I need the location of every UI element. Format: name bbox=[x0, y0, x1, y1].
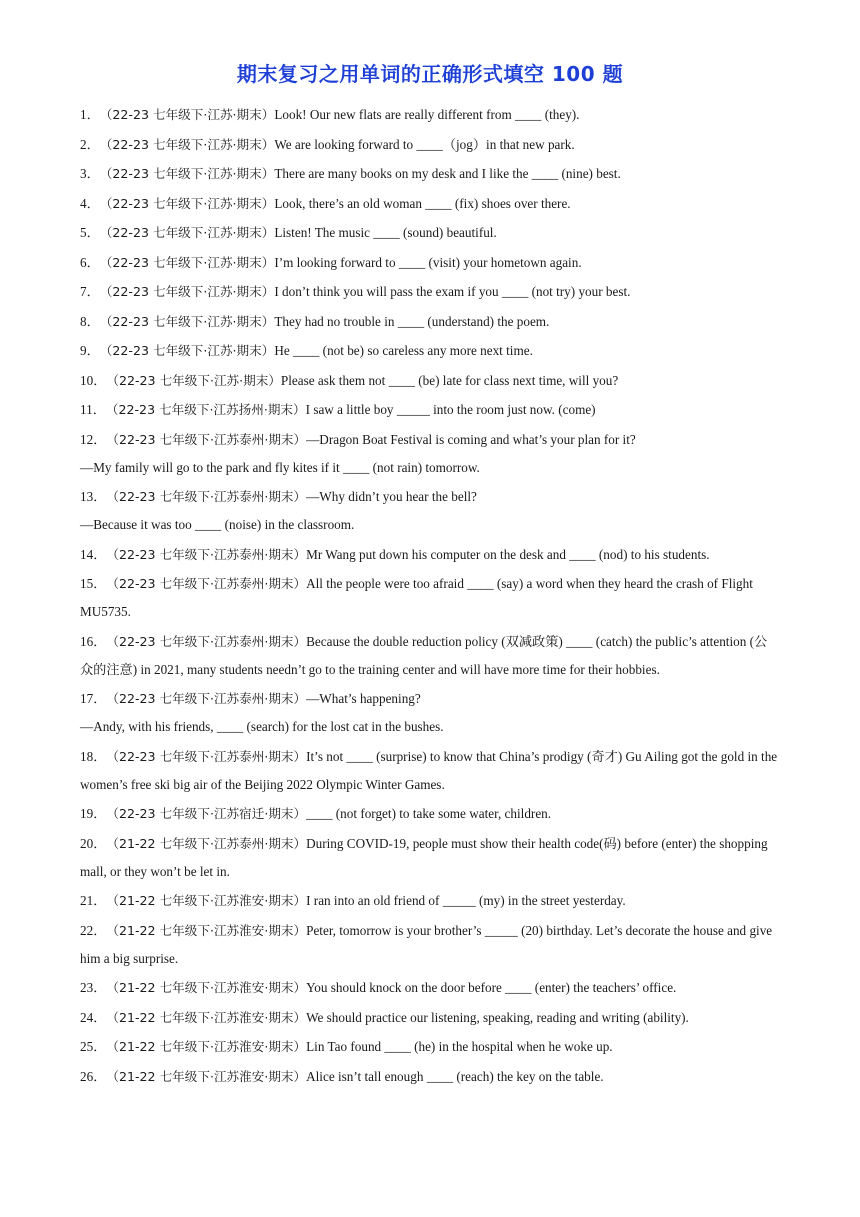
question-item bbox=[80, 249, 780, 277]
question-source: （22-23 七年级下·江苏泰州·期末） bbox=[106, 633, 307, 649]
question-item bbox=[80, 426, 780, 482]
question-number: 18． bbox=[80, 748, 107, 764]
question-text: They had no trouble in ____ (understand) the poem. bbox=[274, 313, 550, 329]
question-source: （22-23 七年级下·江苏泰州·期末） bbox=[106, 546, 307, 562]
question-text: I saw a little boy _____ into the room just now. (come) bbox=[305, 402, 596, 417]
question-text: Look! Our new flats are really different from ____ (they). bbox=[274, 107, 580, 122]
question-number: 3． bbox=[80, 166, 100, 181]
question-number: 16． bbox=[80, 633, 107, 649]
question-item bbox=[80, 396, 780, 424]
question-list bbox=[80, 101, 780, 1092]
question-number: 20． bbox=[80, 835, 107, 851]
question-number: 2． bbox=[80, 136, 100, 152]
question-item bbox=[80, 1004, 780, 1032]
question-source: （22-23 七年级下·江苏泰州·期末） bbox=[106, 576, 307, 591]
question-text: Please ask them not ____ (be) late for class next time, will you? bbox=[280, 372, 619, 388]
question-item bbox=[80, 337, 780, 365]
question-number: 19． bbox=[80, 806, 107, 821]
question-text: I’m looking forward to ____ (visit) your hometown again. bbox=[274, 254, 582, 270]
question-item bbox=[80, 308, 780, 336]
question-source: （22-23 七年级下·江苏·期末） bbox=[99, 284, 275, 299]
question-number: 15． bbox=[80, 576, 107, 591]
question-item bbox=[80, 541, 780, 569]
question-item bbox=[80, 278, 780, 306]
question-source: （21-22 七年级下·江苏淮安·期末） bbox=[106, 1039, 307, 1054]
question-reply: —My family will go to the park and fly kites if it ____ (not rain) tomorrow. bbox=[80, 459, 480, 475]
question-item bbox=[80, 101, 780, 129]
question-source: （21-22 七年级下·江苏淮安·期末） bbox=[106, 1009, 307, 1025]
question-text: Because the double reduction policy (双减政策) ____ (catch) the public’s attention (公众的注意) in 2021, many students needn’t go to the training center and will have more time for their hobbies. bbox=[80, 633, 768, 677]
question-item bbox=[80, 1033, 780, 1061]
question-number: 21． bbox=[80, 893, 107, 908]
question-text: Lin Tao found ____ (he) in the hospital when he woke up. bbox=[306, 1039, 613, 1054]
question-text: It’s not ____ (surprise) to know that China’s prodigy (奇才) Gu Ailing got the gold in the women’s free ski big air of the Beijing 2022 Olympic Winter Games. bbox=[80, 748, 778, 792]
question-source: （22-23 七年级下·江苏·期末） bbox=[99, 254, 275, 270]
question-source: （22-23 七年级下·江苏泰州·期末） bbox=[106, 489, 307, 504]
question-source: （21-22 七年级下·江苏淮安·期末） bbox=[106, 893, 307, 908]
question-source: （22-23 七年级下·江苏·期末） bbox=[99, 343, 275, 358]
question-number: 26． bbox=[80, 1068, 107, 1084]
question-item bbox=[80, 830, 780, 886]
question-number: 12． bbox=[80, 431, 107, 447]
question-number: 5． bbox=[80, 225, 100, 240]
question-item bbox=[80, 628, 780, 684]
question-number: 13． bbox=[80, 489, 107, 504]
question-source: （22-23 七年级下·江苏·期末） bbox=[99, 166, 275, 181]
question-item bbox=[80, 160, 780, 188]
question-item bbox=[80, 887, 780, 915]
question-number: 11． bbox=[80, 402, 106, 417]
question-text: There are many books on my desk and I like the ____ (nine) best. bbox=[274, 166, 621, 181]
question-source: （22-23 七年级下·江苏泰州·期末） bbox=[106, 431, 307, 447]
question-text: —Dragon Boat Festival is coming and what’s your plan for it? bbox=[306, 431, 636, 447]
question-item bbox=[80, 570, 780, 626]
question-number: 4． bbox=[80, 195, 100, 211]
question-item bbox=[80, 190, 780, 218]
question-number: 17． bbox=[80, 691, 107, 706]
question-source: （22-23 七年级下·江苏·期末） bbox=[99, 195, 275, 211]
question-number: 22． bbox=[80, 922, 107, 938]
question-text: —What’s happening? bbox=[306, 691, 421, 706]
question-source: （22-23 七年级下·江苏·期末） bbox=[106, 372, 281, 388]
question-source: （22-23 七年级下·江苏·期末） bbox=[99, 225, 275, 240]
question-number: 6． bbox=[80, 254, 100, 270]
question-text: Listen! The music ____ (sound) beautiful. bbox=[274, 225, 497, 240]
question-text: Look, there’s an old woman ____ (fix) shoes over there. bbox=[274, 195, 571, 211]
question-text: I ran into an old friend of _____ (my) in the street yesterday. bbox=[306, 893, 626, 908]
question-item bbox=[80, 367, 780, 395]
question-item bbox=[80, 219, 780, 247]
question-number: 9． bbox=[80, 343, 100, 358]
question-text: We should practice our listening, speaking, reading and writing (ability). bbox=[306, 1009, 689, 1025]
question-item bbox=[80, 685, 780, 741]
question-source: （21-22 七年级下·江苏淮安·期末） bbox=[106, 1068, 307, 1084]
question-source: （22-23 七年级下·江苏扬州·期末） bbox=[105, 402, 306, 417]
question-item bbox=[80, 974, 780, 1002]
question-text: You should knock on the door before ____ (enter) the teachers’ office. bbox=[306, 980, 677, 995]
question-number: 8． bbox=[80, 313, 100, 329]
question-number: 10． bbox=[80, 372, 107, 388]
question-number: 14． bbox=[80, 546, 107, 562]
question-source: （22-23 七年级下·江苏泰州·期末） bbox=[106, 691, 307, 706]
question-number: 24． bbox=[80, 1009, 107, 1025]
question-item bbox=[80, 483, 780, 539]
question-source: （22-23 七年级下·江苏泰州·期末） bbox=[106, 748, 307, 764]
question-text: Mr Wang put down his computer on the desk and ____ (nod) to his students. bbox=[306, 546, 710, 562]
question-source: （21-22 七年级下·江苏淮安·期末） bbox=[106, 922, 307, 938]
page-title: 期末复习之用单词的正确形式填空 100 题 bbox=[236, 62, 624, 86]
question-item bbox=[80, 917, 780, 973]
question-number: 23． bbox=[80, 980, 107, 995]
question-item bbox=[80, 800, 780, 828]
question-text: We are looking forward to ____（jog）in that new park. bbox=[274, 136, 575, 152]
question-text: During COVID-19, people must show their health code(码) before (enter) the shopping mall, or they won’t be let in. bbox=[80, 835, 768, 879]
question-number: 25． bbox=[80, 1039, 107, 1054]
question-source: （22-23 七年级下·江苏宿迁·期末） bbox=[106, 806, 307, 821]
question-text: Alice isn’t tall enough ____ (reach) the key on the table. bbox=[306, 1068, 604, 1084]
question-text: He ____ (not be) so careless any more next time. bbox=[274, 343, 533, 358]
question-text: ____ (not forget) to take some water, children. bbox=[306, 806, 552, 821]
question-item bbox=[80, 131, 780, 159]
question-source: （21-22 七年级下·江苏淮安·期末） bbox=[106, 980, 307, 995]
question-text: I don’t think you will pass the exam if you ____ (not try) your best. bbox=[274, 284, 631, 299]
question-source: （22-23 七年级下·江苏·期末） bbox=[99, 136, 275, 152]
question-text: Peter, tomorrow is your brother’s _____ (20) birthday. Let’s decorate the house and give him a big surprise. bbox=[80, 922, 773, 966]
question-reply: —Andy, with his friends, ____ (search) for the lost cat in the bushes. bbox=[80, 719, 444, 734]
question-text: All the people were too afraid ____ (say) a word when they heard the crash of Flight MU5735. bbox=[80, 576, 753, 619]
question-number: 1． bbox=[80, 107, 100, 122]
question-item bbox=[80, 743, 780, 799]
question-source: （21-22 七年级下·江苏泰州·期末） bbox=[106, 835, 307, 851]
question-number: 7． bbox=[80, 284, 100, 299]
question-source: （22-23 七年级下·江苏·期末） bbox=[99, 107, 275, 122]
question-text: —Why didn’t you hear the bell? bbox=[306, 489, 477, 504]
question-reply: —Because it was too ____ (noise) in the classroom. bbox=[80, 517, 355, 532]
question-source: （22-23 七年级下·江苏·期末） bbox=[99, 313, 275, 329]
question-item bbox=[80, 1063, 780, 1091]
